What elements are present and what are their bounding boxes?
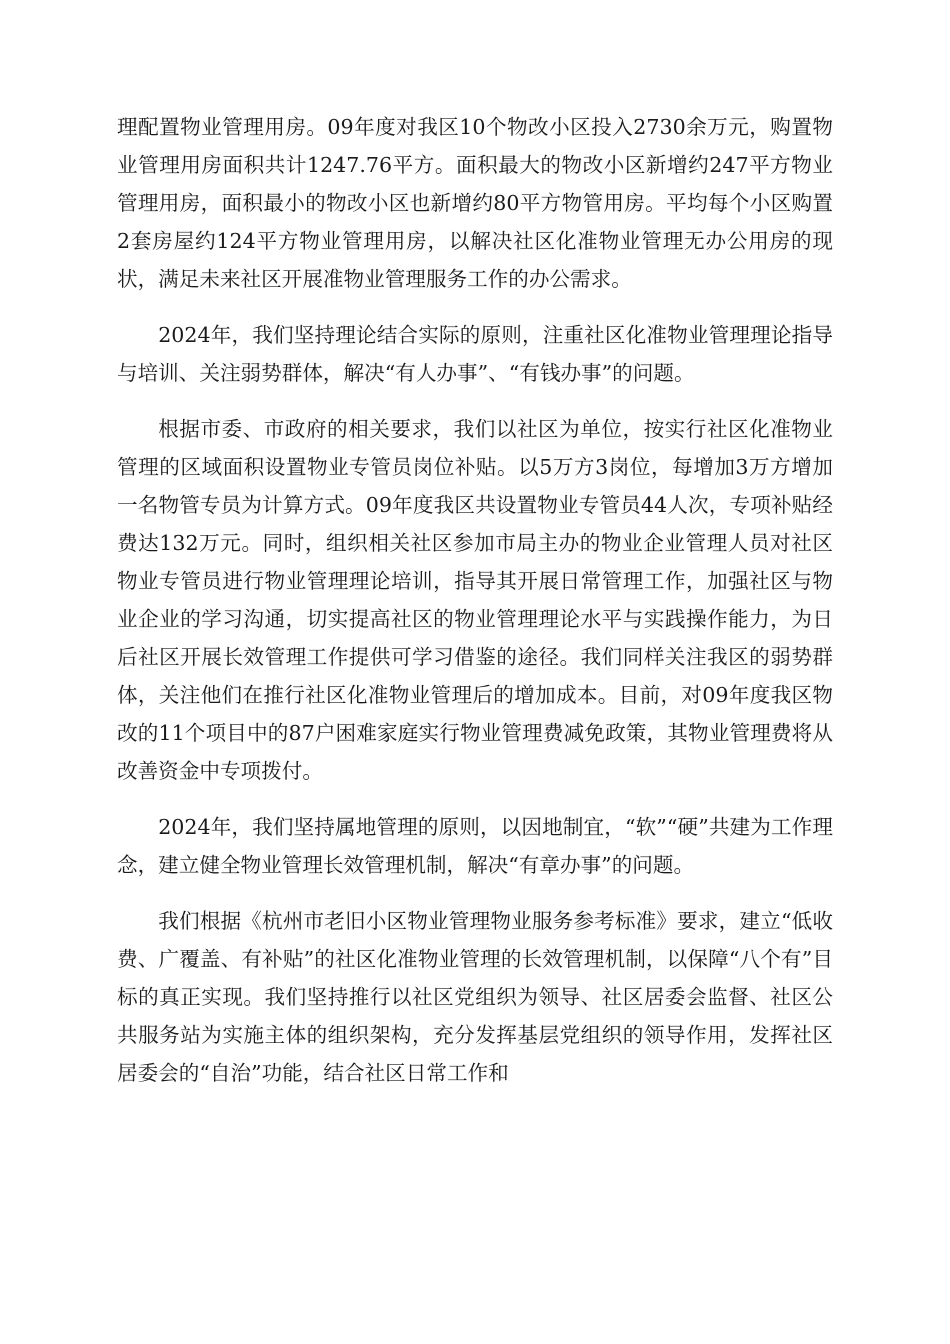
document-page [117, 108, 833, 1092]
paragraph-2: 2024年，我们坚持理论结合实际的原则，注重社区化准物业管理理论指导与培训、关注弱势群体，解决“有人办事”、“有钱办事”的问题。 [117, 323, 833, 385]
paragraph-5: 我们根据《杭州市老旧小区物业管理物业服务参考标准》要求，建立“低收费、广覆盖、有补贴”的社区化准物业管理的长效管理机制，以保障“八个有”目标的真正实现。我们坚持推行以社区党组织为领导、社区居委会监督、社区公共服务站为实施主体的组织架构，充分发挥基层党组织的领导作用，发挥社区居委会的“自治”功能，结合社区日常工作和 [117, 909, 833, 1085]
paragraph-3: 根据市委、市政府的相关要求，我们以社区为单位，按实行社区化准物业管理的区域面积设置物业专管员岗位补贴。以5万方3岗位，每增加3万方增加一名物管专员为计算方式。09年度我区共设置物业专管员44人次，专项补贴经费达132万元。同时，组织相关社区参加市局主办的物业企业管理人员对社区物业专管员进行物业管理理论培训，指导其开展日常管理工作，加强社区与物业企业的学习沟通，切实提高社区的物业管理理论水平与实践操作能力，为日后社区开展长效管理工作提供可学习借鉴的途径。我们同样关注我区的弱势群体，关注他们在推行社区化准物业管理后的增加成本。目前，对09年度我区物改的11个项目中的87户困难家庭实行物业管理费减免政策，其物业管理费将从改善资金中专项拨付。 [117, 417, 833, 783]
paragraph-4: 2024年，我们坚持属地管理的原则，以因地制宜，“软”“硬”共建为工作理念，建立健全物业管理长效管理机制，解决“有章办事”的问题。 [117, 815, 833, 877]
paragraph-1: 理配置物业管理用房。09年度对我区10个物改小区投入2730余万元，购置物业管理用房面积共计1247.76平方。面积最大的物改小区新增约247平方物业管理用房，面积最小的物改小区也新增约80平方物管用房。平均每个小区购置2套房屋约124平方物业管理用房，以解决社区化准物业管理无办公用房的现状，满足未来社区开展准物业管理服务工作的办公需求。 [117, 115, 833, 291]
